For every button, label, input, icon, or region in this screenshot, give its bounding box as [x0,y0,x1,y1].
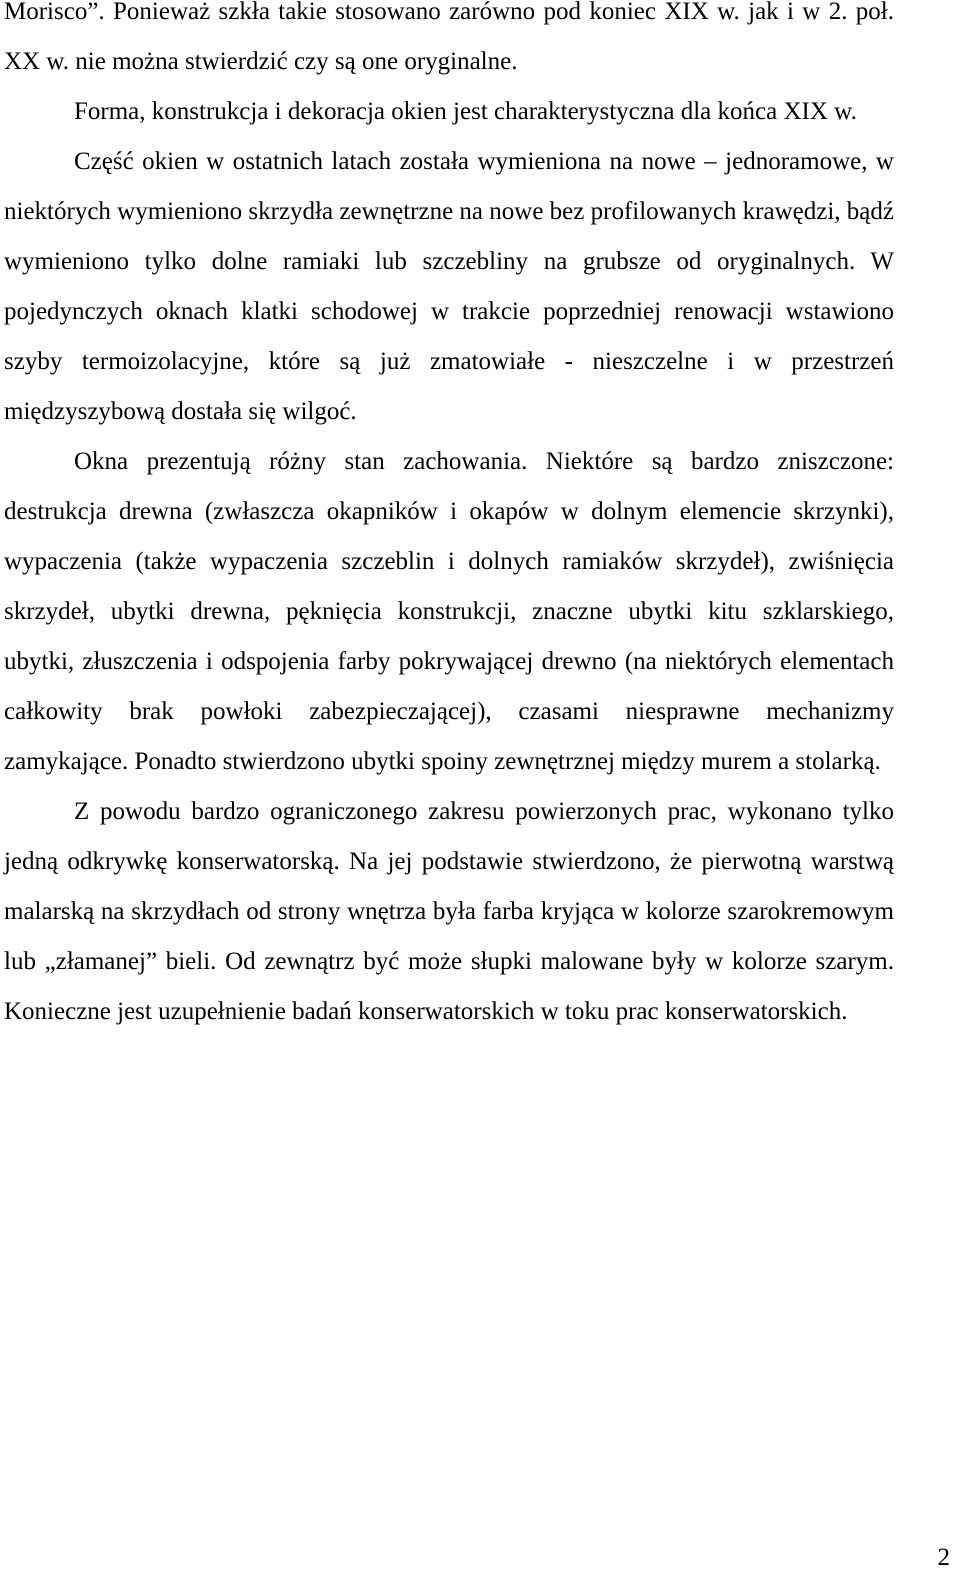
body-text [4,0,894,1037]
paragraph-conservation-findings: Z powodu bardzo ograniczonego zakresu powierzonych prac, wykonano tylko jedną odkrywkę konserwatorską. Na jej podstawie stwierdzono, że pierwotną warstwą malarską na skrzydłach od strony wnętrza była farba kryjąca w kolorze szarokremowym lub „złamanej” bieli. Od zewnątrz być może słupki malowane były w kolorze szarym. Konieczne jest uzupełnienie badań konserwatorskich w toku prac konserwatorskich. [4,798,894,1025]
paragraph-form-construction: Forma, konstrukcja i dekoracja okien jest charakterystyczna dla końca XIX w. [74,98,857,125]
page-number: 2 [937,1544,950,1571]
paragraph-condition: Okna prezentują różny stan zachowania. Niektóre są bardzo zniszczone: destrukcja drewna (zwłaszcza okapników i okapów w dolnym elemencie skrzynki), wypaczenia (także wypaczenia szczeblin i dolnych ramiaków skrzydeł), zwiśnięcia skrzydeł, ubytki drewna, pęknięcia konstrukcji, znaczne ubytki kitu szklarskiego, ubytki, złuszczenia i odspojenia farby pokrywającej drewno (na niektórych elementach całkowity brak powłoki zabezpieczającej), czasami niesprawne mechanizmy zamykające. Ponadto stwierdzono ubytki spoiny zewnętrznej między murem a stolarką. [4,448,894,775]
paragraph-replaced-windows: Część okien w ostatnich latach została wymieniona na nowe – jednoramowe, w niektórych wymieniono skrzydła zewnętrzne na nowe bez profilowanych krawędzi, bądź wymieniono tylko dolne ramiaki lub szczebliny na grubsze od oryginalnych. W pojedynczych oknach klatki schodowej w trakcie poprzedniej renowacji wstawiono szyby termoizolacyjne, które są już zmatowiałe - nieszczelne i w przestrzeń międzyszybową dostała się wilgoć. [4,148,894,425]
paragraph-continuation: Morisco”. Ponieważ szkła takie stosowano zarówno pod koniec XIX w. jak i w 2. poł. XX w. nie można stwierdzić czy są one oryginalne. [4,0,894,75]
